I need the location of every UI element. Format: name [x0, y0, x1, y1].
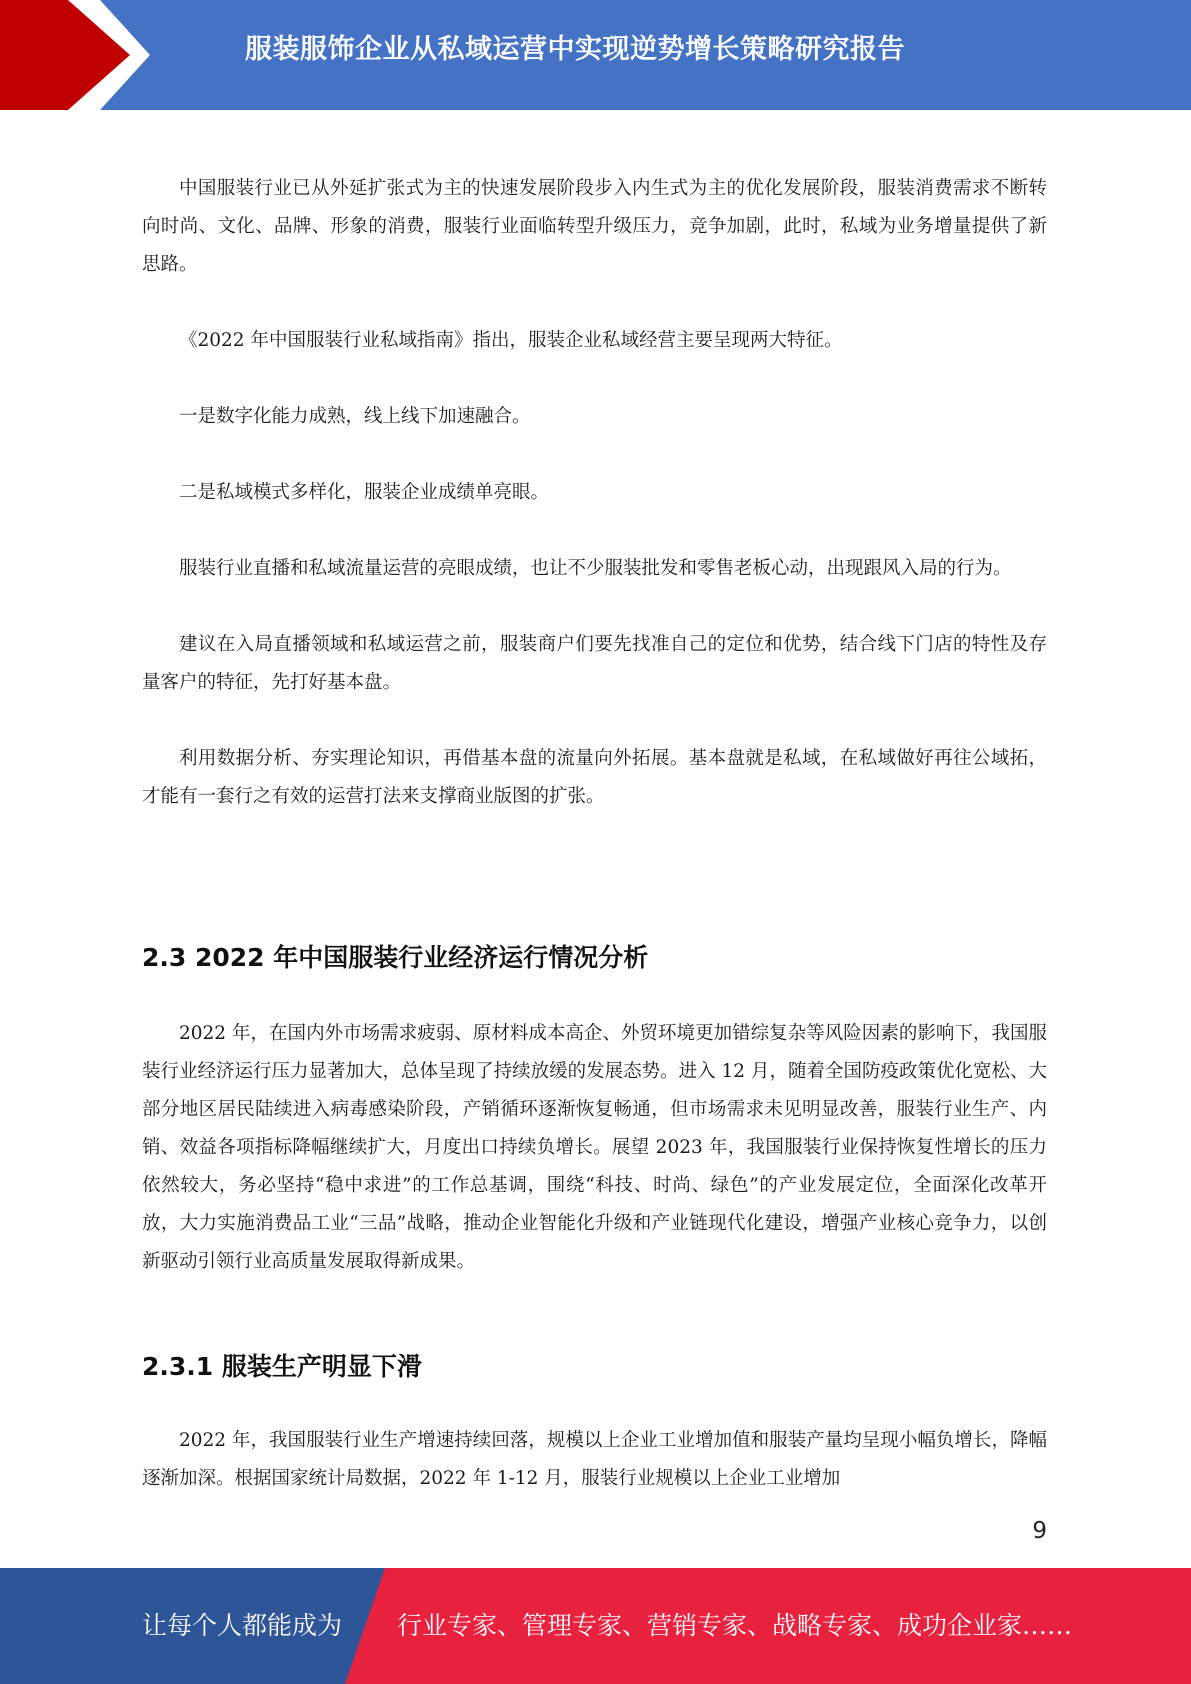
- page-number: 9: [1032, 1518, 1047, 1544]
- intro-paragraph-3: 一是数字化能力成熟，线上线下加速融合。: [179, 406, 531, 427]
- intro-paragraph-1: 中国服装行业已从外延扩张式为主的快速发展阶段步入内生式为主的优化发展阶段，服装消费需求不断转向时尚、文化、品牌、形象的消费，服装行业面临转型升级压力，竞争加剧，此时，私域为业务增量提供了新思路。: [142, 178, 1047, 275]
- footer-slogan-right: 行业专家、管理专家、营销专家、战略专家、成功企业家……: [397, 1611, 1073, 1640]
- section-2-3-body: [142, 1015, 1047, 1281]
- section-heading-2-3-1: 2.3.1 服装生产明显下滑: [142, 1352, 422, 1381]
- section-2-3-1-paragraph: 2022 年，我国服装行业生产增速持续回落，规模以上企业工业增加值和服装产量均呈现小幅负增长，降幅逐渐加深。根据国家统计局数据，2022 年 1-12 月，服装行业规模以上企业工业增加: [142, 1430, 1047, 1489]
- intro-paragraph-6: 建议在入局直播领域和私域运营之前，服装商户们要先找准自己的定位和优势，结合线下门店的特性及存量客户的特征，先打好基本盘。: [142, 634, 1047, 693]
- intro-paragraph-2: 《2022 年中国服装行业私域指南》指出，服装企业私域经营主要呈现两大特征。: [179, 330, 843, 351]
- header-banner: [0, 0, 1191, 110]
- section-heading-2-3: 2.3 2022 年中国服装行业经济运行情况分析: [142, 943, 649, 972]
- footer-slogan-left: 让每个人都能成为: [142, 1611, 343, 1640]
- section-2-3-1-body: [142, 1422, 1047, 1498]
- report-title: 服装服饰企业从私域运营中实现逆势增长策略研究报告: [245, 34, 905, 65]
- intro-section: [142, 170, 1047, 816]
- footer-banner: [0, 1568, 1191, 1684]
- intro-paragraph-5: 服装行业直播和私域流量运营的亮眼成绩，也让不少服装批发和零售老板心动，出现跟风入局的行为。: [179, 558, 1012, 579]
- header-chevron-icon: [0, 0, 160, 110]
- section-2-3-paragraph: 2022 年，在国内外市场需求疲弱、原材料成本高企、外贸环境更加错综复杂等风险因素的影响下，我国服装行业经济运行压力显著加大，总体呈现了持续放缓的发展态势。进入 12 月，随着全国防疫政策优化宽松、大部分地区居民陆续进入病毒感染阶段，产销循环逐渐恢复畅通，但市场需求未见明显改善，服装行业生产、内销、效益各项指标降幅继续扩大，月度出口持续负增长。展望 2023 年，我国服装行业保持恢复性增长的压力依然较大，务必坚持“稳中求进”的工作总基调，围绕“科技、时尚、绿色”的产业发展定位，全面深化改革开放，大力实施消费品工业“三品”战略，推动企业智能化升级和产业链现代化建设，增强产业核心竞争力，以创新驱动引领行业高质量发展取得新成果。: [142, 1023, 1047, 1272]
- intro-paragraph-4: 二是私域模式多样化，服装企业成绩单亮眼。: [179, 482, 550, 503]
- intro-paragraph-7: 利用数据分析、夯实理论知识，再借基本盘的流量向外拓展。基本盘就是私域，在私域做好再往公域拓，才能有一套行之有效的运营打法来支撑商业版图的扩张。: [142, 748, 1047, 807]
